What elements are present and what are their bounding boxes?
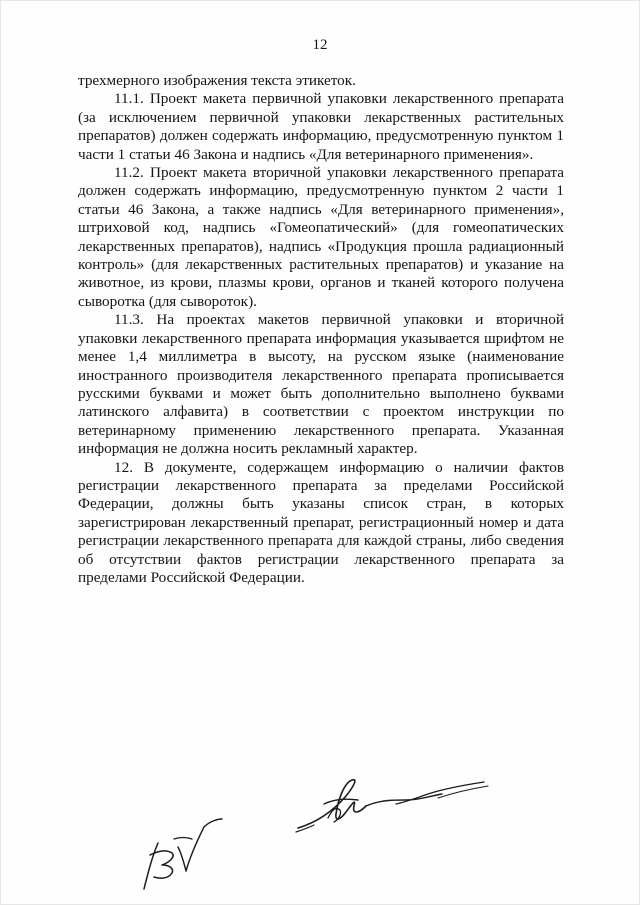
paragraph-11-1: 11.1. Проект макета первичной упаковки лекарственного препарата (за исключением первичной упаковки лекарственных растительных препаратов) должен содержать информацию, предусмотренную пунктом 1 части 1 статьи 46 Закона и надпись «Для ветеринарного применения». xyxy=(78,90,564,163)
document-body xyxy=(78,72,564,587)
paragraph-12: 12. В документе, содержащем информацию о наличии фактов регистрации лекарственного препарата за пределами Российской Федерации, должны быть указаны список стран, в которых зарегистрирован лекарственный препарат, регистрационный номер и дата регистрации лекарственного препарата для каждой страны, либо сведения об отсутствии фактов регистрации лекарственного препарата за пределами Российской Федерации. xyxy=(78,458,564,586)
handwritten-signature-icon xyxy=(288,770,498,840)
page-number: 12 xyxy=(312,37,328,53)
paragraph-continuation: трехмерного изображения текста этикеток. xyxy=(78,72,356,89)
paragraph-11-3: 11.3. На проектах макетов первичной упаковки и вторичной упаковки лекарственного препарата информация указывается шрифтом не менее 1,4 миллиметра в высоту, на русском языке (наименование иностранного производителя лекарственного препарата прописывается русскими буквами и может быть дополнительно выполнено буквами латинского алфавита) в соответствии с проектом инструкции по ветеринарному применению лекарственного препарата. Указанная информация не должна носить рекламный характер. xyxy=(78,311,564,458)
paragraph-11-2: 11.2. Проект макета вторичной упаковки лекарственного препарата должен содержать информацию, предусмотренную пунктом 2 части 1 статьи 46 Закона, а также надпись «Для ветеринарного применения», штриховой код, надпись «Гомеопатический» (для гомеопатических лекарственных препаратов), надпись «Продукция прошла радиационный контроль» (для лекарственных растительных препаратов) и указание на животное, из крови, плазмы крови, органов и тканей которого получена сыворотка (для сывороток). xyxy=(78,164,564,310)
handwritten-initials-icon xyxy=(128,815,224,893)
